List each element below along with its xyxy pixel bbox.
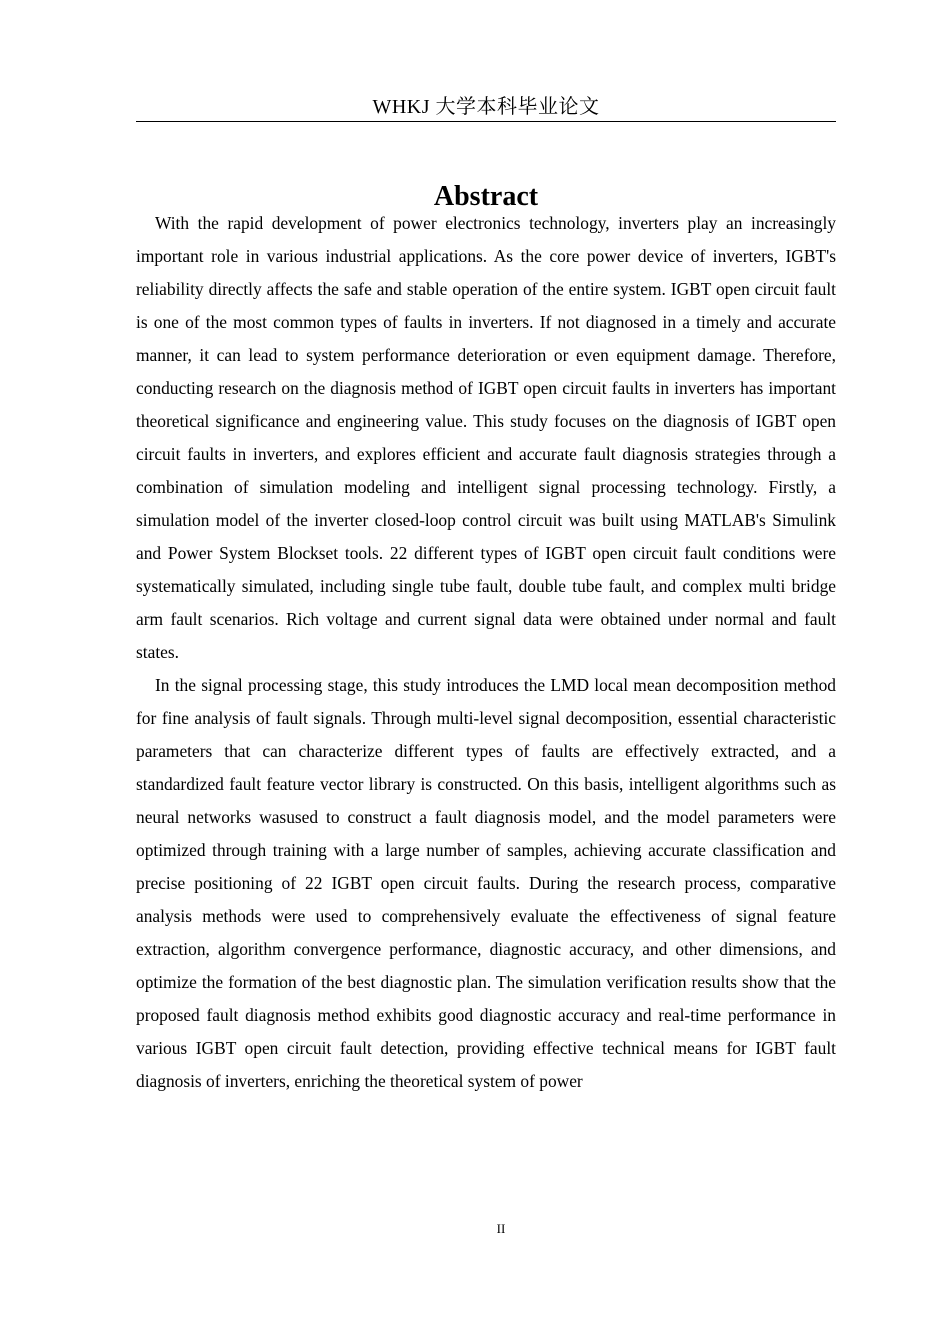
abstract-heading: Abstract — [433, 180, 539, 212]
abstract-paragraph-2: In the signal processing stage, this study introduces the LMD local mean decomposition method for fine analysis of fault signals. Through multi-level signal decomposition, essential characteristic parameters that can characterize different types of faults are effectively extracted, and a standardized fault feature vector library is constructed. On this basis, intelligent algorithms such as neural networks wasused to construct a fault diagnosis model, and the model parameters were optimized through training with a large number of samples, achieving accurate classification and precise positioning of 22 IGBT open circuit faults. During the research process, comparative analysis methods were used to comprehensively evaluate the effectiveness of signal feature extraction, algorithm convergence performance, diagnostic accuracy, and other dimensions, and optimize the formation of the best diagnostic plan. The simulation verification results show that the proposed fault diagnosis method exhibits good diagnostic accuracy and real-time performance in various IGBT open circuit fault detection, providing effective technical means for IGBT fault diagnosis of inverters, enriching the theoretical system of power — [136, 675, 836, 1091]
page-number: II — [496, 1221, 506, 1236]
running-header: WHKJ 大学本科毕业论文 — [372, 96, 600, 118]
abstract-body — [136, 207, 836, 1098]
header-rule — [136, 121, 836, 122]
abstract-paragraph-1: With the rapid development of power electronics technology, inverters play an increasingly important role in various industrial applications. As the core power device of inverters, IGBT's reliability directly affects the safe and stable operation of the entire system. IGBT open circuit fault is one of the most common types of faults in inverters. If not diagnosed in a timely and accurate manner, it can lead to system performance deterioration or even equipment damage. Therefore, conducting research on the diagnosis method of IGBT open circuit faults in inverters has important theoretical significance and engineering value. This study focuses on the diagnosis of IGBT open circuit faults in inverters, and explores efficient and accurate fault diagnosis strategies through a combination of simulation modeling and intelligent signal processing technology. Firstly, a simulation model of the inverter closed-loop control circuit was built using MATLAB's Simulink and Power System Blockset tools. 22 different types of IGBT open circuit fault conditions were systematically simulated, including single tube fault, double tube fault, and complex multi bridge arm fault scenarios. Rich voltage and current signal data were obtained under normal and fault states. — [136, 213, 836, 662]
